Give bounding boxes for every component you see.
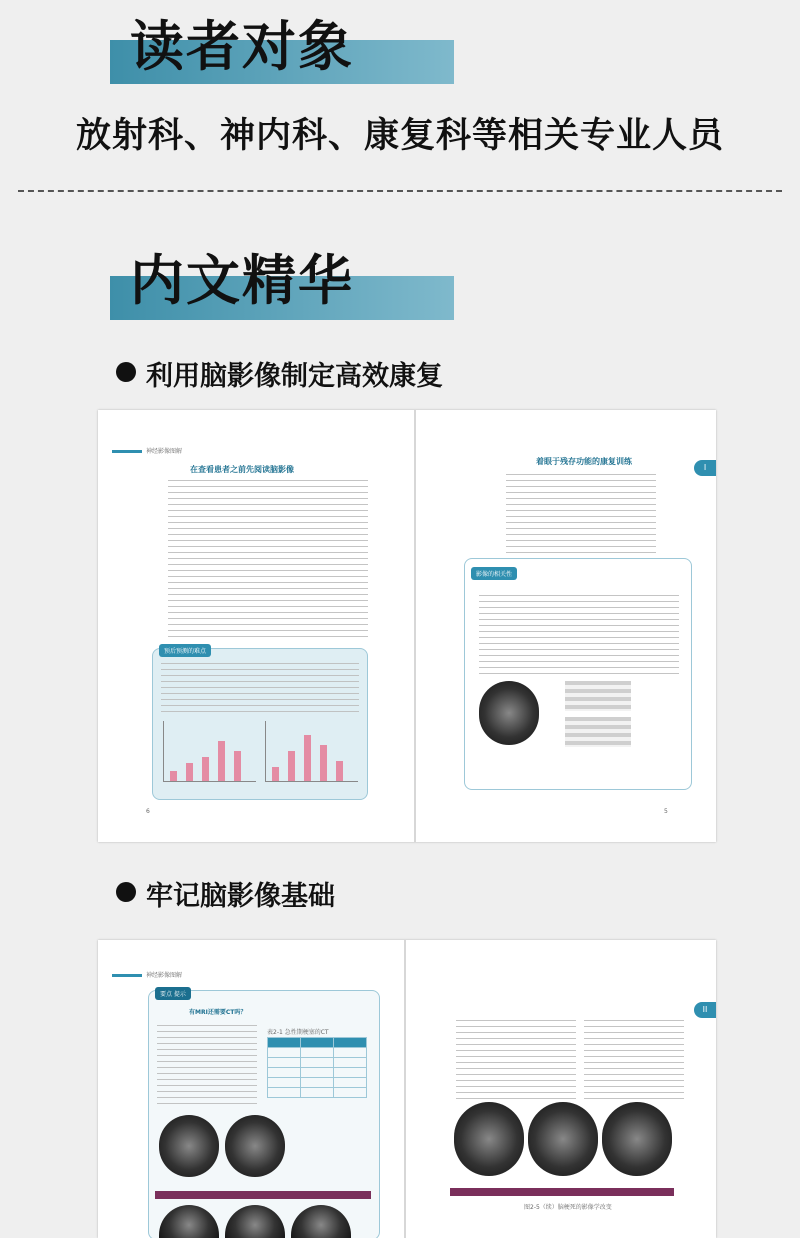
content-heading: 内文精华 [130,249,354,312]
table-title: 表2-1 急性期梗塞的CT [267,1029,329,1036]
chart-bar [170,771,177,781]
box-text [157,1025,257,1105]
bullet-icon [116,882,136,902]
book-spread-2 [98,940,716,1238]
bar-chart-left [163,721,256,782]
chart-bar [288,751,295,781]
table-row [268,1048,367,1058]
chapter-tab: II [694,1002,716,1018]
chart-bar [272,767,279,781]
brain-mri-image [291,1205,351,1238]
left-page [98,410,414,842]
ct-table [267,1037,367,1098]
right-page [416,410,716,842]
table-row [268,1038,367,1048]
left-page [98,940,404,1238]
ct-scan-image [454,1102,524,1176]
table-row [268,1078,367,1088]
audience-heading: 读者对象 [130,15,354,78]
chart-bar [234,751,241,781]
tip-question: 有MRI还需要CT吗？ [189,1009,247,1016]
page-header: 神经影像图解 [146,448,183,455]
header-rule [112,450,142,453]
page-number: 5 [664,808,668,815]
page-title: 在查看患者之前先阅读脑影像 [190,465,294,474]
timeline-bar [450,1188,674,1196]
brain-mri-image [159,1115,219,1177]
body-text [506,474,656,554]
bullet-icon [116,362,136,382]
chart-bar [202,757,209,781]
tip-box [148,990,380,1238]
table-row [268,1068,367,1078]
ct-scan-image [602,1102,672,1176]
section-divider [18,190,782,192]
chart-bar [186,763,193,781]
page-title: 着眼于残存功能的康复训练 [536,457,632,466]
page-number: 6 [146,808,150,815]
timeline-bar [155,1191,371,1199]
stairs-photo [565,681,631,711]
brain-mri-image [225,1205,285,1238]
box-chip: 要点 提示 [155,987,191,1000]
brain-mri-image [159,1205,219,1238]
figure-caption: 图2-5（续）脑梗死的影像学改变 [524,1204,612,1211]
chart-bar [304,735,311,781]
header-rule [112,974,142,977]
stairs-photo [565,717,631,747]
subheading-rehab: 利用脑影像制定高效康复 [146,361,443,392]
info-box [464,558,692,790]
book-spread-1 [98,410,716,842]
page-header: 神经影像图解 [146,972,183,979]
box-chip: 预后预测的难点 [159,644,211,657]
audience-text: 放射科、神内科、康复科等相关专业人员 [75,116,724,156]
table-row [268,1058,367,1068]
info-box [152,648,368,800]
ct-scan-image [528,1102,598,1176]
table-row [268,1088,367,1098]
box-text [161,663,359,713]
box-chip: 影像的相关性 [471,567,517,580]
brain-mri-image [479,681,539,745]
chart-bar [336,761,343,781]
chart-bar [218,741,225,781]
brain-mri-image [225,1115,285,1177]
body-text [168,480,368,640]
body-text [584,1020,684,1100]
box-text [479,595,679,675]
bar-chart-right [265,721,358,782]
subheading-basics: 牢记脑影像基础 [146,881,335,912]
body-text [456,1020,576,1100]
chapter-tab: I [694,460,716,476]
right-page [406,940,716,1238]
chart-bar [320,745,327,781]
